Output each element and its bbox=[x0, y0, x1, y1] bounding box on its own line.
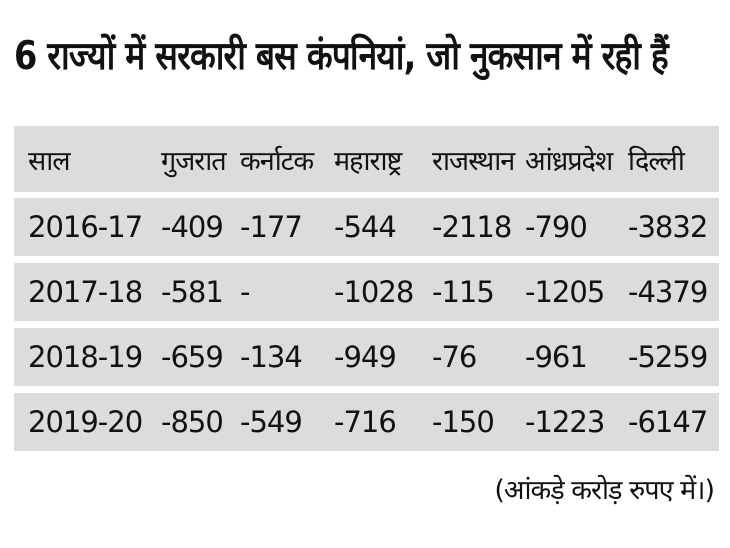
table-cell: -961 bbox=[525, 340, 587, 374]
data-table bbox=[14, 126, 719, 458]
table-cell: -2118 bbox=[432, 210, 512, 244]
chart-title: 6 राज्यों में सरकारी बस कंपनियां, जो नुकसान में रही हैं bbox=[14, 34, 668, 79]
table-cell: -1205 bbox=[525, 275, 605, 309]
table-row bbox=[14, 393, 719, 451]
table-row bbox=[14, 198, 719, 256]
header-delhi: दिल्ली bbox=[628, 145, 684, 177]
table-cell: -76 bbox=[432, 340, 477, 374]
header-gujarat: गुजरात bbox=[161, 145, 226, 177]
table-cell: -4379 bbox=[628, 275, 708, 309]
table-cell: -6147 bbox=[628, 405, 708, 439]
header-andhra-pradesh: आंध्रप्रदेश bbox=[525, 145, 613, 177]
table-cell: -5259 bbox=[628, 340, 708, 374]
table-header-row bbox=[14, 126, 719, 192]
header-rajasthan: राजस्थान bbox=[432, 145, 515, 177]
table-cell: -581 bbox=[161, 275, 223, 309]
table-cell: -716 bbox=[334, 405, 396, 439]
header-karnataka: कर्नाटक bbox=[240, 145, 314, 177]
units-note: (आंकड़े करोड़ रुपए में।) bbox=[494, 475, 714, 506]
table-cell: 2019-20 bbox=[28, 405, 143, 439]
table-cell: -3832 bbox=[628, 210, 708, 244]
table-cell: -659 bbox=[161, 340, 223, 374]
table-cell: -549 bbox=[240, 405, 302, 439]
table-cell: -1028 bbox=[334, 275, 414, 309]
header-maharashtra: महाराष्ट्र bbox=[334, 145, 402, 177]
table-cell: -177 bbox=[240, 210, 302, 244]
table-cell: - bbox=[240, 275, 250, 309]
table-cell: 2018-19 bbox=[28, 340, 143, 374]
table-cell: 2016-17 bbox=[28, 210, 143, 244]
table-cell: -150 bbox=[432, 405, 494, 439]
table-row bbox=[14, 328, 719, 386]
table-cell: -115 bbox=[432, 275, 494, 309]
table-cell: -544 bbox=[334, 210, 396, 244]
table-cell: -1223 bbox=[525, 405, 605, 439]
table-cell: -790 bbox=[525, 210, 587, 244]
table-cell: -134 bbox=[240, 340, 302, 374]
table-cell: 2017-18 bbox=[28, 275, 143, 309]
table-cell: -850 bbox=[161, 405, 223, 439]
table-row bbox=[14, 263, 719, 321]
header-year: साल bbox=[28, 145, 70, 177]
table-cell: -949 bbox=[334, 340, 396, 374]
table-cell: -409 bbox=[161, 210, 223, 244]
